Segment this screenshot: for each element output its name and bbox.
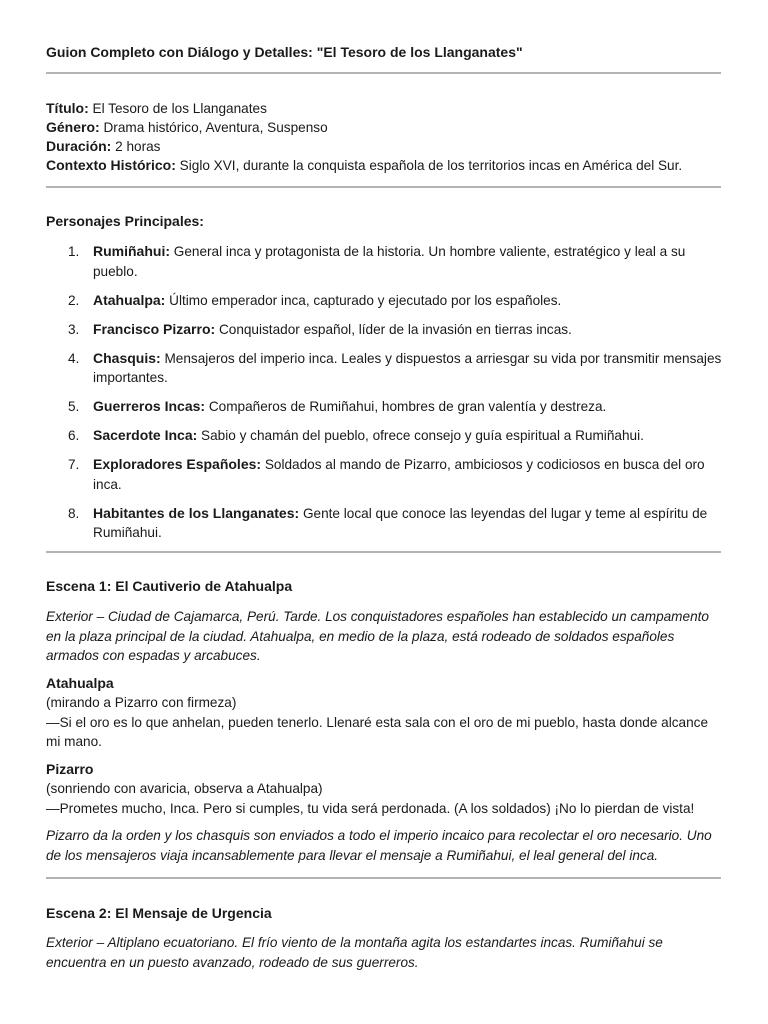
list-item	[46, 349, 726, 388]
character-name: Francisco Pizarro:	[93, 320, 216, 337]
stage-direction: (mirando a Pizarro con firmeza)	[46, 695, 237, 710]
character-name: Sacerdote Inca:	[93, 427, 198, 443]
character-name: Guerreros Incas:	[93, 398, 206, 414]
meta-duration-row	[46, 137, 726, 156]
character-desc: General inca y protagonista de la historia. Un hombre valiente, estratégico y leal a su pueblo.	[93, 244, 686, 279]
character-desc: Sabio y chamán del pueblo, ofrece consejo y guía espiritual a Rumiñahui.	[201, 428, 644, 443]
list-item	[46, 320, 726, 340]
character-name: Exploradores Españoles:	[93, 456, 262, 472]
meta-title-row	[46, 99, 726, 118]
character-name: Chasquis:	[93, 349, 161, 366]
character-name: Atahualpa:	[93, 291, 166, 308]
scene2-setting: Exterior – Altiplano ecuatoriano. El frío viento de la montaña agita los estandartes incas. Rumiñahui se encuentra en un puesto avanzado, rodeado de sus guerreros.	[46, 935, 663, 970]
character-desc: Último emperador inca, capturado y ejecutado por los españoles.	[169, 292, 562, 308]
list-number: 2.	[68, 292, 80, 308]
divider	[46, 877, 721, 879]
scene1-heading: Escena 1: El Cautiverio de Atahualpa	[46, 578, 293, 594]
character-name: Habitantes de los Llanganates:	[93, 504, 300, 521]
list-number: 3.	[68, 321, 80, 337]
meta-value: Drama histórico, Aventura, Suspenso	[103, 120, 328, 135]
document-title: Guion Completo con Diálogo y Detalles: "El Tesoro de los Llanganates"	[46, 44, 523, 60]
meta-label: Duración:	[46, 138, 112, 154]
dialogue-line: —Si el oro es lo que anhelan, pueden tenerlo. Llenaré esta sala con el oro de mi pueblo, hasta donde alcance mi mano.	[46, 714, 709, 749]
meta-label: Género:	[46, 119, 100, 135]
character-desc: Compañeros de Rumiñahui, hombres de gran valentía y destreza.	[208, 399, 607, 414]
speaker-name: Pizarro	[46, 760, 94, 777]
list-number: 7.	[68, 457, 80, 472]
stage-direction: (sonriendo con avaricia, observa a Atahualpa)	[46, 781, 323, 796]
character-name: Rumiñahui:	[93, 243, 170, 259]
divider	[46, 72, 721, 74]
scene2-body	[46, 933, 726, 972]
scene1-body	[46, 607, 726, 865]
meta-value: El Tesoro de los Llanganates	[92, 101, 267, 116]
meta-label: Contexto Histórico:	[46, 157, 176, 173]
list-item	[46, 291, 726, 311]
list-item	[46, 426, 726, 446]
character-desc: Mensajeros del imperio inca. Leales y dispuestos a arriesgar su vida por transmitir mensajes importantes.	[93, 350, 722, 385]
character-desc: Gente local que conoce las leyendas del lugar y teme al espíritu de Rumiñahui.	[93, 505, 708, 540]
characters-list	[46, 242, 726, 552]
list-item	[46, 242, 726, 281]
list-number: 6.	[68, 428, 80, 443]
scene1-setting: Exterior – Ciudad de Cajamarca, Perú. Tarde. Los conquistadores españoles han establecido un campamento en la plaza principal de la ciudad. Atahualpa, en medio de la plaza, está rodeado de soldados españoles armados con espadas y arcabuces.	[46, 609, 709, 663]
character-desc: Conquistador español, líder de la invasión en tierras incas.	[218, 321, 572, 337]
meta-value: Siglo XVI, durante la conquista española de los territorios incas en América del Sur.	[179, 158, 683, 173]
meta-genre-row	[46, 118, 726, 137]
scene2-heading: Escena 2: El Mensaje de Urgencia	[46, 905, 272, 921]
meta-context-row	[46, 156, 726, 175]
divider	[46, 551, 721, 553]
meta-label: Título:	[46, 100, 89, 116]
list-number: 5.	[68, 399, 80, 414]
list-number: 1.	[68, 244, 80, 259]
list-item	[46, 455, 726, 494]
dialogue-line: —Prometes mucho, Inca. Pero si cumples, tu vida será perdonada. (A los soldados) ¡No lo pierdan de vista!	[46, 800, 695, 816]
list-number: 4.	[68, 350, 80, 366]
meta-value: 2 horas	[115, 139, 161, 154]
list-item	[46, 504, 726, 543]
list-number: 8.	[68, 505, 80, 521]
speaker-name: Atahualpa	[46, 674, 114, 691]
characters-heading: Personajes Principales:	[46, 213, 204, 229]
character-desc: Soldados al mando de Pizarro, ambiciosos y codiciosos en busca del oro inca.	[93, 457, 705, 492]
divider	[46, 186, 721, 188]
scene1-action: Pizarro da la orden y los chasquis son enviados a todo el imperio incaico para recolectar el oro necesario. Uno de los mensajeros viaja incansablemente para llevar el mensaje a Rumiñahui, el leal general del inca.	[46, 828, 712, 863]
list-item	[46, 397, 726, 417]
metadata-block	[46, 99, 726, 175]
